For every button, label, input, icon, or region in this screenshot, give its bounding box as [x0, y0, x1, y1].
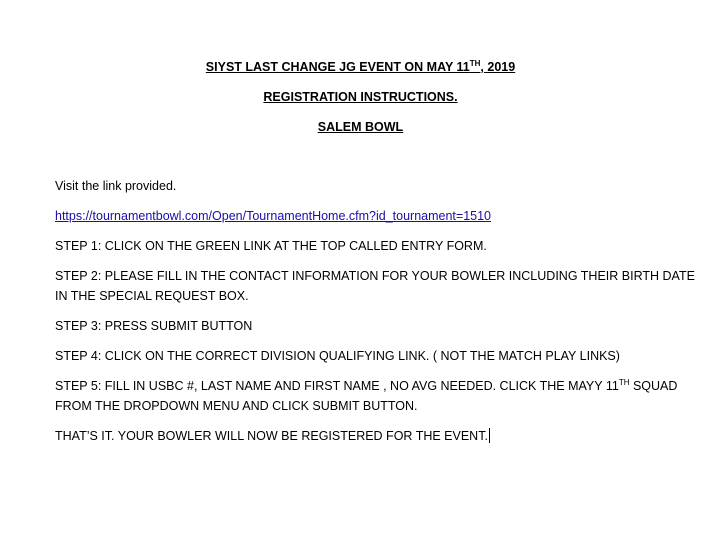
- document-title: [0, 59, 721, 75]
- location-heading: SALEM BOWL: [317, 120, 404, 134]
- intro-text: Visit the link provided.: [55, 179, 177, 193]
- tournament-link[interactable]: https://tournamentbowl.com/Open/TournamentHome.cfm?id_tournament=1510: [55, 209, 492, 223]
- step-5-line-1: [55, 376, 685, 396]
- document-subtitle: REGISTRATION INSTRUCTIONS.: [263, 90, 458, 104]
- step-2-text: [55, 266, 695, 306]
- title-year: , 2019: [480, 60, 516, 74]
- step-4-text: STEP 4: CLICK ON THE CORRECT DIVISION QUALIFYING LINK. ( NOT THE MATCH PLAY LINKS): [55, 349, 620, 363]
- closing-text[interactable]: [55, 426, 685, 446]
- step-5-superscript: TH: [618, 378, 630, 387]
- step-5-text: [55, 376, 685, 416]
- title-text: SIYST LAST CHANGE JG EVENT ON MAY 11: [205, 60, 470, 74]
- step-2-line-2: IN THE SPECIAL REQUEST BOX.: [55, 289, 249, 303]
- step-5-line-1-end: SQUAD: [629, 379, 678, 393]
- title-superscript: TH: [469, 59, 481, 68]
- step-1-text: STEP 1: CLICK ON THE GREEN LINK AT THE TOP CALLED ENTRY FORM.: [55, 239, 487, 253]
- step-5-line-2: FROM THE DROPDOWN MENU AND CLICK SUBMIT BUTTON.: [55, 399, 418, 413]
- tournament-link-line: [55, 206, 685, 226]
- step-5-line-1-text: STEP 5: FILL IN USBC #, LAST NAME AND FIRST NAME , NO AVG NEEDED. CLICK THE MAYY 11: [55, 379, 619, 393]
- text-cursor: [489, 428, 490, 443]
- closing-sentence: THAT’S IT. YOUR BOWLER WILL NOW BE REGISTERED FOR THE EVENT.: [55, 429, 488, 443]
- step-3-text: STEP 3: PRESS SUBMIT BUTTON: [55, 319, 253, 333]
- step-2-line-1: STEP 2: PLEASE FILL IN THE CONTACT INFORMATION FOR YOUR BOWLER INCLUDING THEIR BIRTH DATE: [55, 269, 695, 283]
